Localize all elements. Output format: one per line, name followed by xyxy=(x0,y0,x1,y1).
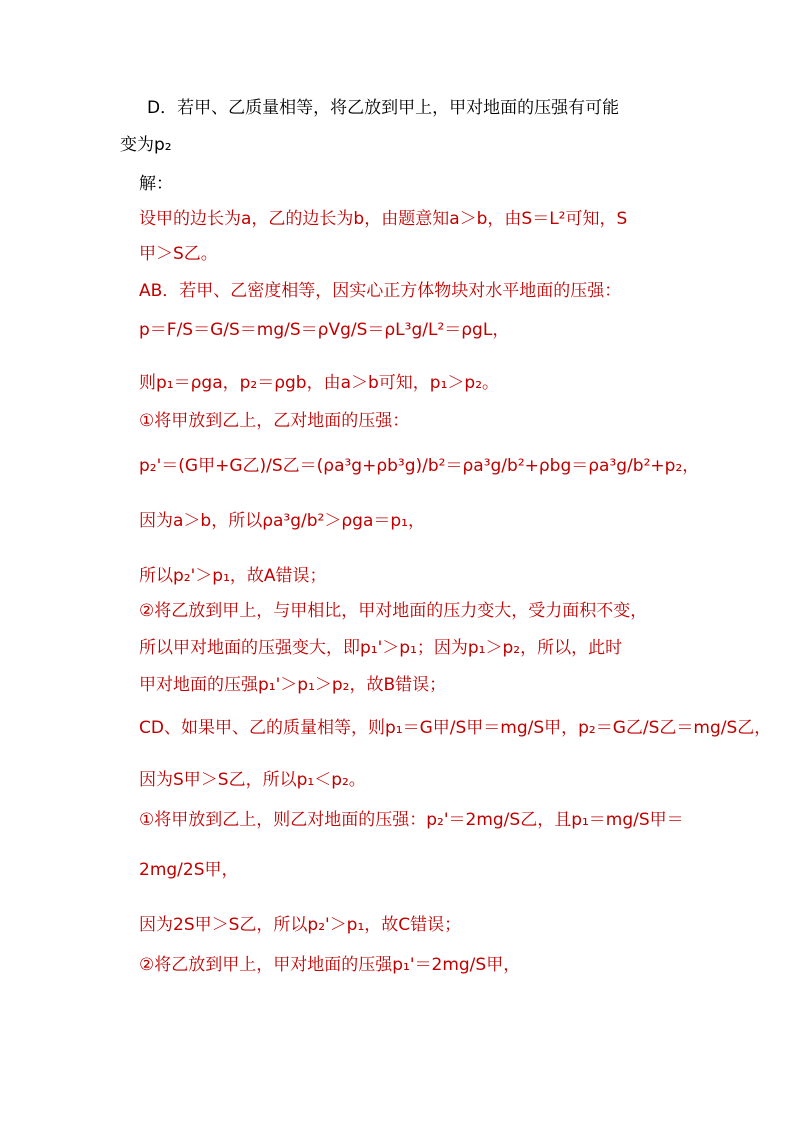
pressure-formula: p＝F/S＝G/S＝mg/S＝ρVg/S＝ρL³g/L²＝ρgL， xyxy=(139,320,510,340)
solution-heading: 解： xyxy=(139,174,173,194)
step2-line1: ②将乙放到甲上，与甲相比，甲对地面的压力变大，受力面积不变， xyxy=(139,601,648,621)
cd-step1-cont: 2mg/2S甲， xyxy=(139,860,239,880)
setup-line1: 设甲的边长为a，乙的边长为b，由题意知a＞b，由S＝L²可知，S xyxy=(139,209,628,229)
setup-line2: 甲＞S乙。 xyxy=(139,244,218,264)
cd-line: CD、如果甲、乙的质量相等，则p₁＝G甲/S甲＝mg/S甲，p₂＝G乙/S乙＝mg/S乙， xyxy=(139,718,772,738)
p1-p2-line: 则p₁＝ρga，p₂＝ρgb，由a＞b可知，p₁＞p₂。 xyxy=(139,373,500,393)
step2-line3: 甲对地面的压强p₁'＞p₁＞p₂，故B错误； xyxy=(139,675,447,695)
option-d-line1: D．若甲、乙质量相等，将乙放到甲上，甲对地面的压强有可能 xyxy=(147,98,620,118)
cd-because: 因为S甲＞S乙，所以p₁＜p₂。 xyxy=(139,770,366,790)
ab-intro: AB．若甲、乙密度相等，因实心正方体物块对水平地面的压强： xyxy=(139,281,622,301)
step1-formula: p₂'＝(G甲+G乙)/S乙＝(ρa³g+ρb³g)/b²＝ρa³g/b²+ρbg＝ρa³g/b²+p₂， xyxy=(139,456,700,476)
step1-title: ①将甲放到乙上，乙对地面的压强： xyxy=(139,411,410,431)
step1-conclusion: 所以p₂'＞p₁，故A错误； xyxy=(139,566,327,586)
option-d-line2: 变为p₂ xyxy=(120,135,172,155)
step1-because: 因为a＞b，所以ρa³g/b²＞ρga＝p₁， xyxy=(139,511,425,531)
cd-step1-conclusion: 因为2S甲＞S乙，所以p₂'＞p₁，故C错误； xyxy=(139,915,462,935)
cd-step2: ②将乙放到甲上，甲对地面的压强p₁'＝2mg/S甲， xyxy=(139,955,521,975)
cd-step1: ①将甲放到乙上，则乙对地面的压强：p₂'＝2mg/S乙，且p₁＝mg/S甲＝ xyxy=(139,810,684,830)
step2-line2: 所以甲对地面的压强变大，即p₁'＞p₁；因为p₁＞p₂，所以，此时 xyxy=(139,638,623,658)
